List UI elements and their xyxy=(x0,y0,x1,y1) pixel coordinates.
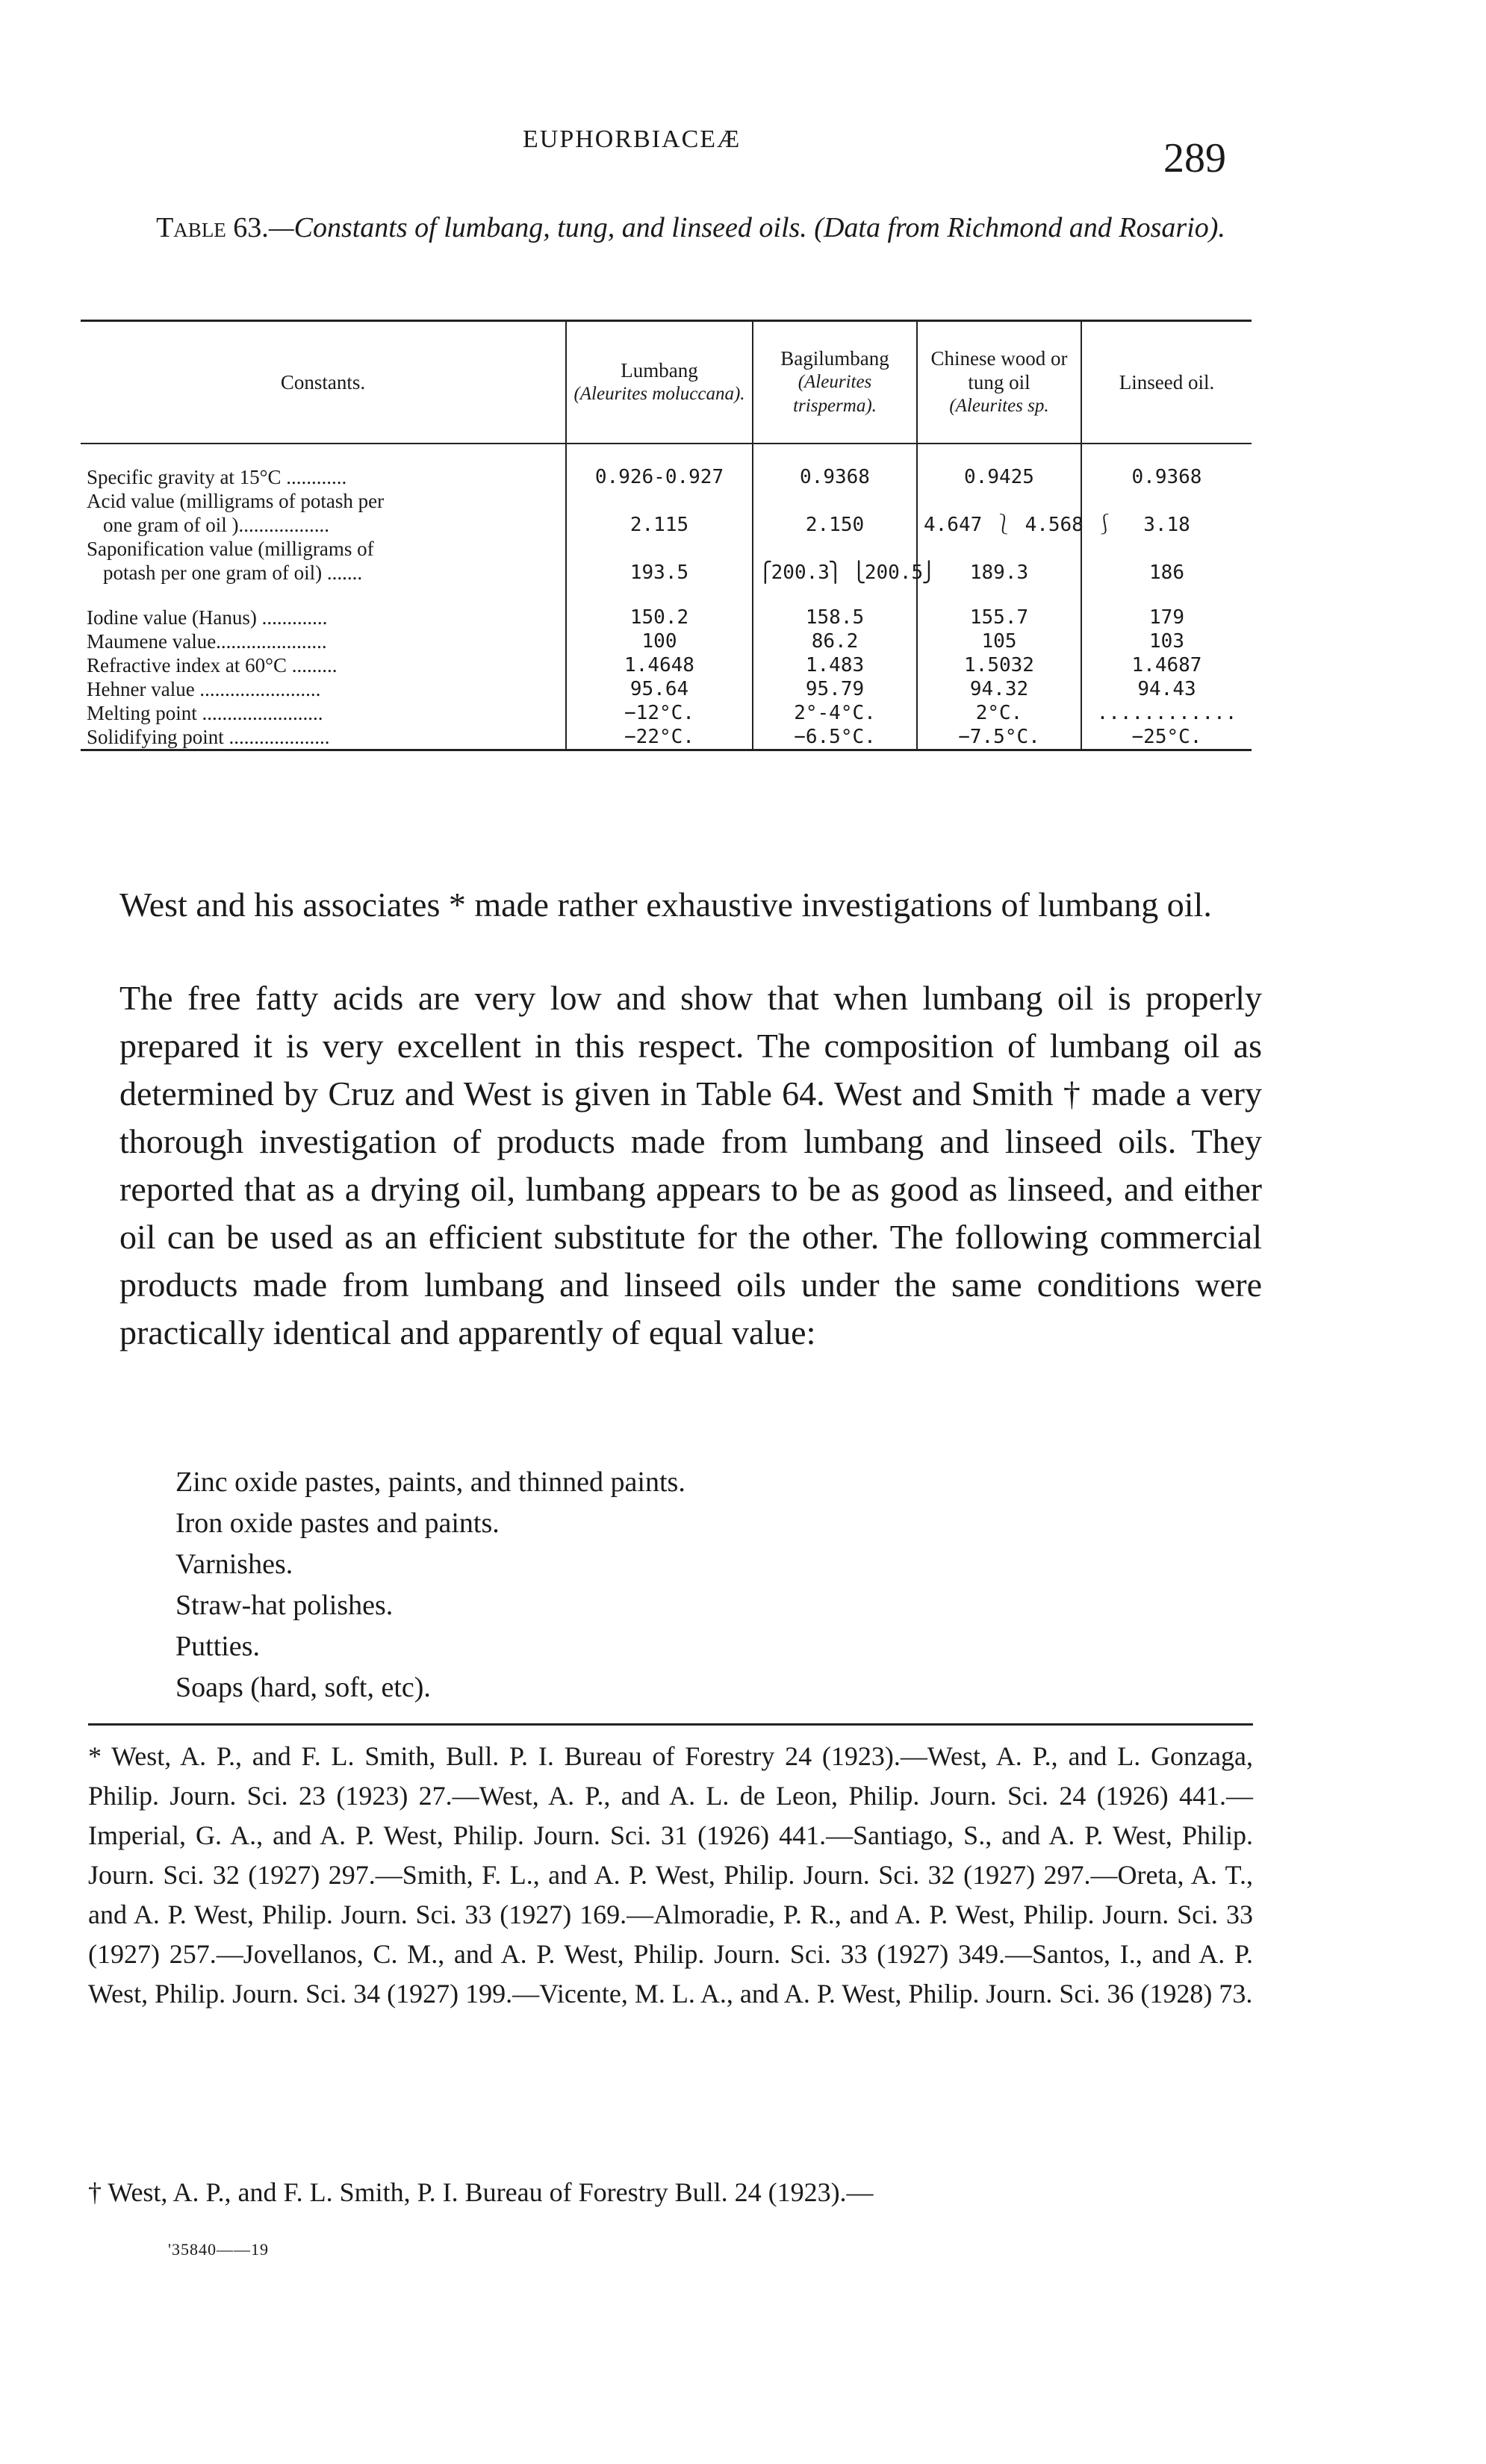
cell-lumbang: 1.4648 xyxy=(566,653,753,677)
row-label: Iodine value (Hanus) ............. xyxy=(87,606,328,629)
cell-chinese: 1.5032 xyxy=(917,653,1081,677)
table-row-acid-value xyxy=(81,513,1252,537)
header-chinese xyxy=(917,321,1081,444)
cell-linseed: 0.9368 xyxy=(1081,465,1252,489)
list-item: Soaps (hard, soft, etc). xyxy=(175,1672,431,1703)
cell-linseed: 186 xyxy=(1081,561,1252,585)
row-label: one gram of oil ).................. xyxy=(103,514,329,536)
header-bagilumbang-species: (Aleurites trisperma). xyxy=(793,372,877,416)
table-row-specific-gravity xyxy=(81,465,1252,489)
cell-lumbang: 150.2 xyxy=(566,606,753,629)
row-label: Maumene value...................... xyxy=(87,630,327,653)
footnote-divider xyxy=(88,1723,1253,1726)
list-item: Straw-hat polishes. xyxy=(175,1590,394,1621)
cell-bagilumbang: 95.79 xyxy=(753,677,917,701)
footnote-1: * West, A. P., and F. L. Smith, Bull. P. I. Bureau of Forestry 24 (1923).—West, A. P., and L. Gonzaga, Philip. Journ. Sci. 23 (1923) 27.—West, A. P., and A. L. de Leon, Philip. Journ. Sci. 24 (1926) 441.—Imperial, G. A., and A. P. West, Philip. Journ. Sci. 31 (1926) 441.—Santiago, S., and A. P. West, Philip. Journ. Sci. 32 (1927) 297.—Smith, F. L., and A. P. West, Philip. Journ. Sci. 32 (1927) 297.—Oreta, A. T., and A. P. West, Philip. Journ. Sci. 33 (1927) 169.—Almoradie, P. R., and A. P. West, Philip. Journ. Sci. 33 (1927) 257.—Jovellanos, C. M., and A. P. West, Philip. Journ. Sci. 33 (1927) 349.—Santos, I., and A. P. West, Philip. Journ. Sci. 34 (1927) 199.—Vicente, M. L. A., and A. P. West, Philip. Journ. Sci. 36 (1928) 73. xyxy=(88,1741,1253,2009)
table-row-solidifying-point xyxy=(81,725,1252,750)
cell-bagilumbang: 1.483 xyxy=(753,653,917,677)
list-item: Iron oxide pastes and paints. xyxy=(175,1508,500,1539)
header-chinese-species: (Aleurites sp. xyxy=(949,396,1049,416)
body-paragraph-1: West and his associates * made rather exhaustive investigations of lumbang oil. xyxy=(119,886,1212,924)
cell-linseed: 1.4687 xyxy=(1081,653,1252,677)
cell-bagilumbang: 86.2 xyxy=(753,629,917,653)
cell-linseed: 94.43 xyxy=(1081,677,1252,701)
cell-chinese: 94.32 xyxy=(917,677,1081,701)
table-caption-title: —Constants of lumbang, tung, and linseed oils. (Data from Richmond and Rosario). xyxy=(268,212,1225,243)
table-spacer-row xyxy=(81,585,1252,606)
cell-bagilumbang: −6.5°C. xyxy=(753,725,917,750)
cell-chinese: 2°C. xyxy=(917,701,1081,725)
cell-lumbang: −22°C. xyxy=(566,725,753,750)
header-linseed: Linseed oil. xyxy=(1081,321,1252,444)
header-constants: Constants. xyxy=(81,321,566,444)
table-row-acid-label xyxy=(81,489,1252,513)
printer-code: '35840——19 xyxy=(168,2240,269,2259)
cell-bagilumbang: 2.150 xyxy=(753,513,917,537)
table-caption xyxy=(119,209,1262,246)
cell-lumbang: 0.926-0.927 xyxy=(566,465,753,489)
cell-linseed: 179 xyxy=(1081,606,1252,629)
header-chinese-name: Chinese wood or tung oil xyxy=(930,347,1068,393)
table-row-saponification-value xyxy=(81,561,1252,585)
body-paragraph-2: The free fatty acids are very low and show that when lumbang oil is properly prepared it is very excellent in this respect. The composition of lumbang oil as determined by Cruz and West is given in Table 64. West and Smith † made a very thorough investigation of products made from lumbang and linseed oils. They reported that as a drying oil, lumbang appears to be as good as linseed, and either oil can be used as an efficient substitute for the other. The following commercial products made from lumbang and linseed oils under the same conditions were practically identical and apparently of equal value: xyxy=(119,979,1262,1351)
table-header-row xyxy=(81,321,1252,444)
footnote-2: † West, A. P., and F. L. Smith, P. I. Bureau of Forestry Bull. 24 (1923).— xyxy=(88,2177,874,2207)
table-spacer-row xyxy=(81,444,1252,465)
cell-lumbang: 100 xyxy=(566,629,753,653)
row-label: Hehner value ........................ xyxy=(87,678,321,700)
row-label: potash per one gram of oil) ....... xyxy=(103,561,363,584)
cell-chinese: 0.9425 xyxy=(917,465,1081,489)
list-item: Zinc oxide pastes, paints, and thinned paints. xyxy=(175,1466,686,1498)
running-head: EUPHORBIACEÆ xyxy=(523,125,742,153)
cell-linseed: 3.18 xyxy=(1081,513,1252,537)
cell-chinese: −7.5°C. xyxy=(917,725,1081,750)
list-item: Putties. xyxy=(175,1631,260,1662)
row-label: Refractive index at 60°C ......... xyxy=(87,654,338,676)
oil-constants-table xyxy=(81,320,1252,751)
table-row-maumene xyxy=(81,629,1252,653)
page-number: 289 xyxy=(1163,135,1226,181)
cell-chinese: 4.647 ⎱ 4.568 ⎰ xyxy=(917,513,1081,537)
cell-chinese: 189.3 xyxy=(917,561,1081,585)
row-label: Solidifying point .................... xyxy=(87,726,330,748)
row-label: Specific gravity at 15°C ............ xyxy=(87,466,347,488)
row-label: Saponification value (milligrams of xyxy=(87,538,374,560)
cell-bagilumbang: 2°-4°C. xyxy=(753,701,917,725)
product-list xyxy=(175,1462,686,1708)
cell-lumbang: −12°C. xyxy=(566,701,753,725)
cell-linseed: ............ xyxy=(1081,701,1252,725)
cell-bagilumbang: ⎧200.3⎫ ⎩200.5⎭ xyxy=(753,561,917,585)
table-row-saponification-label xyxy=(81,537,1252,561)
header-bagilumbang xyxy=(753,321,917,444)
cell-linseed: −25°C. xyxy=(1081,725,1252,750)
header-lumbang xyxy=(566,321,753,444)
cell-bagilumbang: 158.5 xyxy=(753,606,917,629)
table-caption-lead: Table 63. xyxy=(156,212,269,243)
cell-lumbang: 95.64 xyxy=(566,677,753,701)
cell-bagilumbang: 0.9368 xyxy=(753,465,917,489)
table-row-hehner xyxy=(81,677,1252,701)
table-row-iodine xyxy=(81,606,1252,629)
cell-lumbang: 2.115 xyxy=(566,513,753,537)
header-lumbang-species: (Aleurites moluccana). xyxy=(573,384,745,404)
cell-chinese: 155.7 xyxy=(917,606,1081,629)
row-label: Acid value (milligrams of potash per xyxy=(87,490,385,512)
list-item: Varnishes. xyxy=(175,1549,293,1580)
header-bagilumbang-name: Bagilumbang xyxy=(780,347,889,370)
row-label: Melting point ........................ xyxy=(87,702,323,724)
cell-lumbang: 193.5 xyxy=(566,561,753,585)
cell-chinese: 105 xyxy=(917,629,1081,653)
header-lumbang-name: Lumbang xyxy=(621,359,698,382)
table-row-refractive-index xyxy=(81,653,1252,677)
table-row-melting-point xyxy=(81,701,1252,725)
cell-linseed: 103 xyxy=(1081,629,1252,653)
